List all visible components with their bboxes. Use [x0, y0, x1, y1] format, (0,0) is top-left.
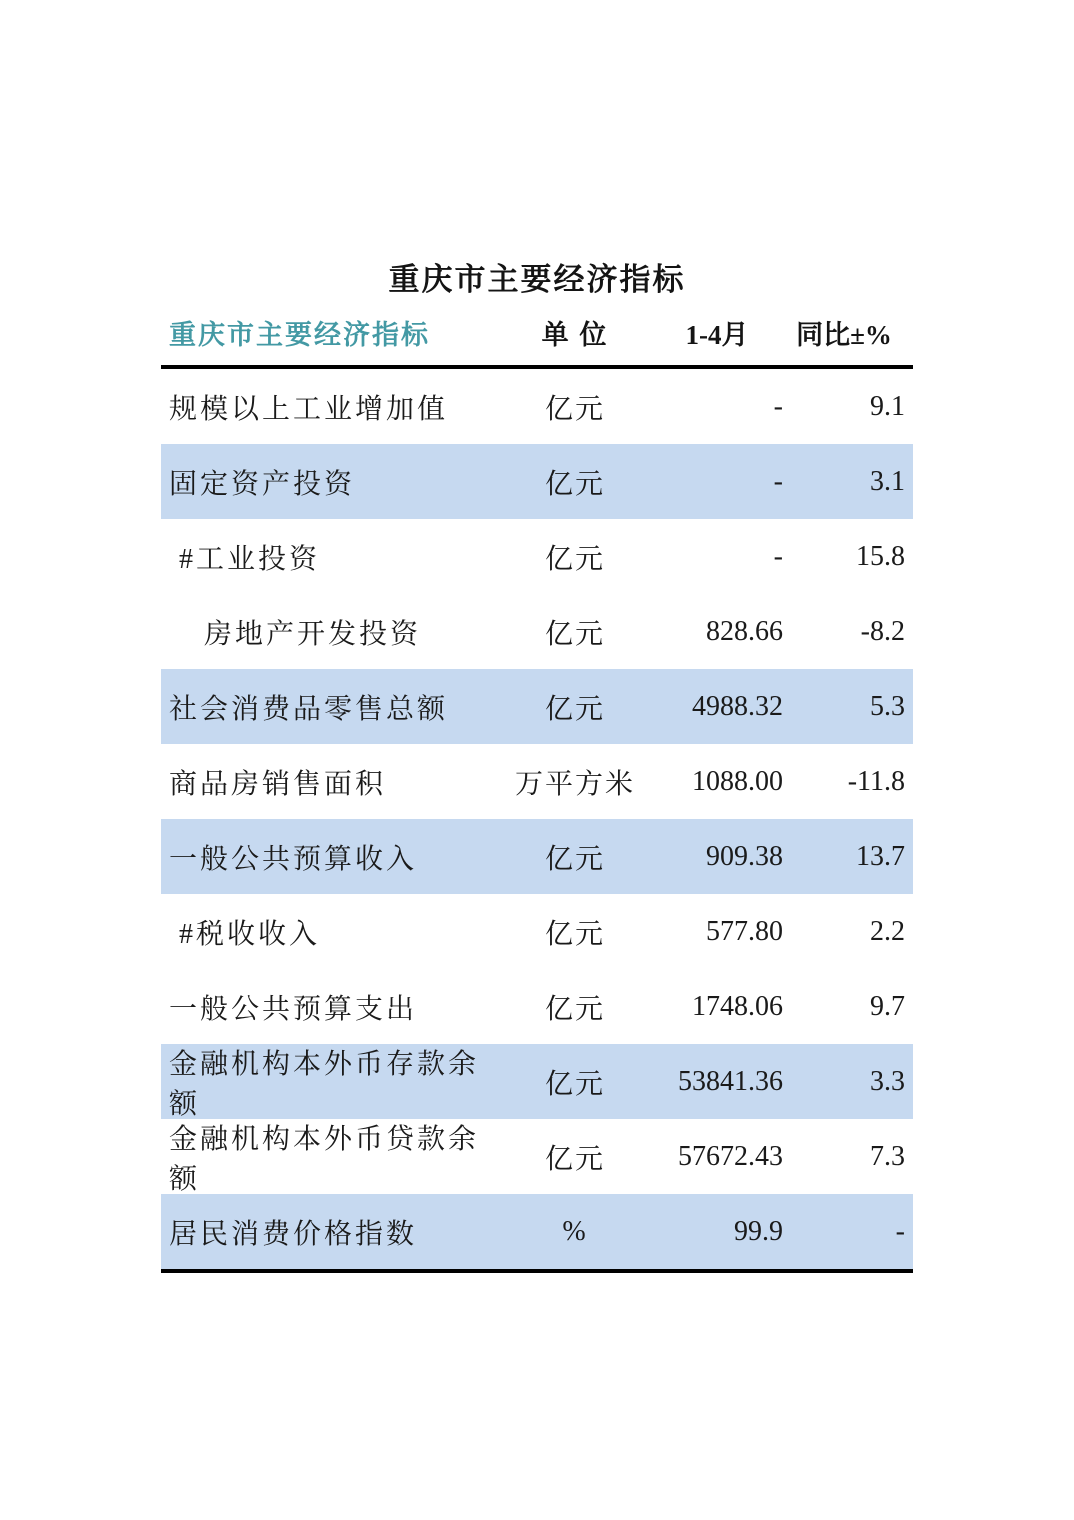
cell-indicator: 金融机构本外币贷款余额: [169, 1123, 480, 1195]
header-unit: 单 位: [541, 320, 609, 350]
cell-period-value: 4988.32: [692, 690, 783, 722]
header-period: 1-4月: [685, 320, 749, 350]
cell-indicator: 房地产开发投资: [204, 618, 422, 650]
cell-indicator: 规模以上工业增加值: [169, 393, 449, 425]
table-row: [161, 519, 913, 594]
cell-yoy-value: 3.3: [870, 1065, 905, 1097]
header-indicator: 重庆市主要经济指标: [169, 320, 430, 350]
cell-unit: 亿元: [544, 993, 605, 1025]
table-row: [161, 1119, 913, 1194]
cell-indicator: 居民消费价格指数: [169, 1218, 418, 1250]
cell-period-value: 577.80: [706, 915, 783, 947]
cell-period-value: 828.66: [706, 615, 783, 647]
cell-unit: 亿元: [544, 618, 605, 650]
cell-unit: 亿元: [544, 1068, 605, 1100]
table-header-row: [161, 300, 913, 365]
cell-period-value: 99.9: [734, 1215, 783, 1247]
cell-unit: %: [562, 1215, 588, 1247]
table-row: [161, 669, 913, 744]
header-yoy: 同比±%: [796, 320, 892, 350]
table-row: [161, 744, 913, 819]
table-row: [161, 819, 913, 894]
table-body: [161, 369, 913, 1269]
cell-unit: 亿元: [544, 468, 605, 500]
cell-yoy-value: 7.3: [870, 1140, 905, 1172]
cell-yoy-value: 13.7: [856, 840, 905, 872]
cell-unit: 亿元: [544, 543, 605, 575]
cell-unit: 亿元: [544, 843, 605, 875]
cell-indicator: 社会消费品零售总额: [169, 693, 449, 725]
cell-period-value: 57672.43: [678, 1140, 783, 1172]
cell-yoy-value: -11.8: [847, 765, 905, 797]
cell-yoy-value: -8.2: [860, 615, 905, 647]
table-row: [161, 594, 913, 669]
cell-indicator: 一般公共预算收入: [169, 843, 418, 875]
cell-unit: 亿元: [544, 1143, 605, 1175]
economic-indicators-table: [161, 300, 913, 1273]
cell-yoy-value: 5.3: [870, 690, 905, 722]
cell-unit: 亿元: [544, 393, 605, 425]
cell-period-value: -: [773, 465, 783, 497]
cell-yoy-value: -: [895, 1215, 905, 1247]
table-row: [161, 1194, 913, 1269]
cell-yoy-value: 9.1: [870, 390, 905, 422]
cell-indicator: 金融机构本外币存款余额: [169, 1048, 480, 1120]
table-bottom-rule: [161, 1269, 913, 1273]
cell-indicator: 固定资产投资: [169, 468, 356, 500]
cell-period-value: 1748.06: [692, 990, 783, 1022]
cell-period-value: -: [773, 540, 783, 572]
cell-indicator: #工业投资: [179, 543, 321, 575]
cell-yoy-value: 3.1: [870, 465, 905, 497]
cell-period-value: 909.38: [706, 840, 783, 872]
cell-period-value: 1088.00: [692, 765, 783, 797]
cell-period-value: -: [773, 390, 783, 422]
table-row: [161, 369, 913, 444]
cell-period-value: 53841.36: [678, 1065, 783, 1097]
cell-indicator: 一般公共预算支出: [169, 993, 418, 1025]
cell-yoy-value: 9.7: [870, 990, 905, 1022]
table-row: [161, 444, 913, 519]
cell-indicator: #税收收入: [179, 918, 321, 950]
cell-unit: 亿元: [544, 693, 605, 725]
table-row: [161, 969, 913, 1044]
page-title: 重庆市主要经济指标: [388, 262, 686, 297]
table-row: [161, 894, 913, 969]
cell-indicator: 商品房销售面积: [169, 768, 387, 800]
cell-unit: 万平方米: [514, 768, 635, 800]
cell-yoy-value: 15.8: [856, 540, 905, 572]
table-row: [161, 1044, 913, 1119]
cell-yoy-value: 2.2: [870, 915, 905, 947]
cell-unit: 亿元: [544, 918, 605, 950]
